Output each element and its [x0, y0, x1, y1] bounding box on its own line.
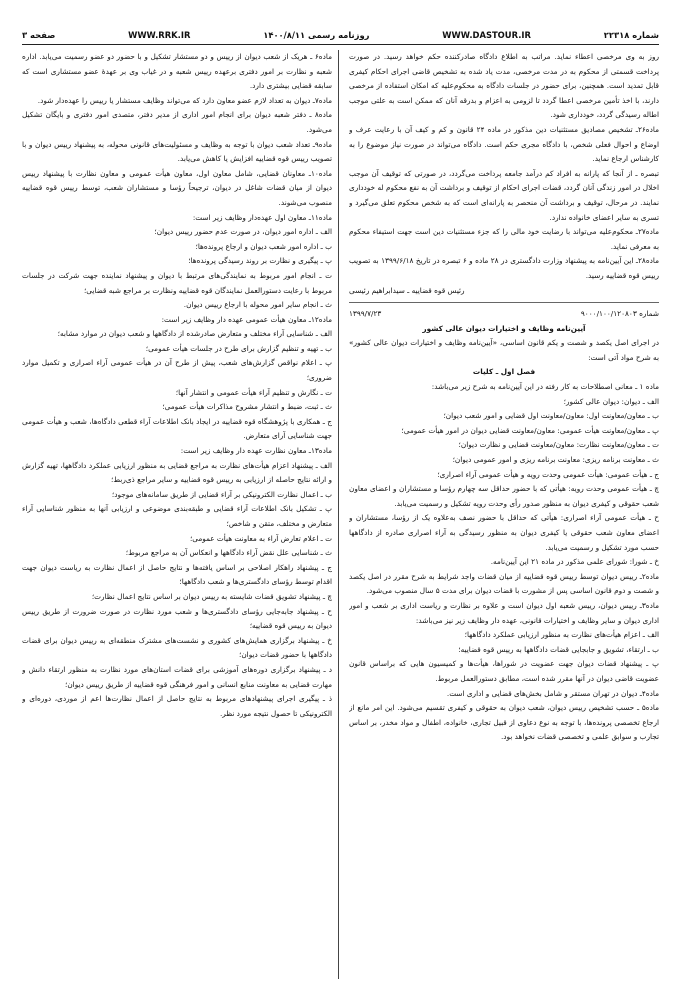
article-28: ماده۲۸ـ این آیین‌نامه به پیشنهاد وزارت دادگستری در ۲۸ ماده و ۶ تبصره در تاریخ ۱۳۹۹/۶/۱۸ به تصویب رییس قوه قضاییه رسید. — [349, 256, 659, 280]
regulation-title: آیین‌نامه وظایف و اختیارات دیوان عالی کشور — [422, 323, 586, 333]
reference-line — [349, 307, 659, 322]
clause: پ ـ معاون/معاونت هیأت عمومی: معاون/معاونت قضایی دیوان در امور هیأت عمومی؛ — [401, 425, 659, 435]
clause: ح ـ هیأت عمومی آراء اصراری: هیأتی که حداقل با حضور نصف به‌علاوه یک از رؤسا، مستشاران و اعضای معاون شعب حقوقی یا کیفری دیوان به منظور رسیدگی به آراء اصراری صادره از دادگاهها حسب مورد تشکیل و رسمیت می‌یابد. — [349, 513, 659, 552]
article-4: ماده۴ـ دیوان در تهران مستقر و شامل بخش‌های قضایی و اداری است. — [446, 688, 659, 698]
chapter-title: فصل اول ـ کلیات — [472, 367, 536, 377]
clause: ج ـ هیأت عمومی: هیأت عمومی وحدت رویه و هیأت عمومی آراء اصراری؛ — [437, 469, 659, 479]
reference-number: شماره ۹۰۰۰/۱۰۰/۱۲۰۸۰۳ — [580, 309, 659, 319]
article-27: ماده۲۷ـ محکوم‌علیه می‌تواند با رضایت خود مالی را که جزء مستثنیات دین است جهت استیفاء محکوم به معرفی نماید. — [349, 227, 659, 251]
clause: ج ـ پیشنهاد راهکار اصلاحی بر اساس یافته‌ها و نتایج حاصل از اعمال نظارت به ریاست دیوان جهت اقدام توسط رؤسای دادگستری‌ها و شعب دادگاهها؛ — [22, 562, 332, 587]
article-2: ماده۲ـ رییس دیوان توسط رییس قوه قضاییه از میان قضات واجد شرایط به شرح مقرر در اصل یکصد و شصت و دوم قانون اساسی پس از مشورت با قضات دیوان برای مدت ۵ سال منصوب می‌شود. — [349, 571, 659, 596]
clause: ب ـ معاون/معاونت اول: معاون/معاونت اول قضایی و امور شعب دیوان؛ — [443, 411, 659, 421]
clause: ذ ـ پیگیری اجرای پیشنهادهای مربوط به نتایج حاصل از اعمال نظارت‌ها اعم از موردی، دوره‌ای و الکترونیکی تا حصول نتیجه مورد نظر. — [22, 694, 332, 718]
clause: ث ـ انجام سایر امور محوله با ارجاع رییس دیوان. — [183, 300, 332, 310]
article-13: ماده۱۳ـ معاون نظارت عهده دار وظایف زیر است: — [180, 446, 332, 456]
article-7: ماده۷ـ دیوان به تعداد لازم عضو معاون دارد که می‌تواند وظایف مستشار یا رییس را عهده‌دار شود. — [37, 95, 332, 105]
website-dastour[interactable]: WWW.DASTOUR.IR — [442, 30, 531, 40]
clause: چ ـ هیأت عمومی وحدت رویه: هیأتی که با حضور حداقل سه چهارم رؤسا و مستشاران و اعضای معاون شعب حقوقی و کیفری دیوان به منظور صدور رأی وحدت رویه تشکیل و رسمیت می‌یابد. — [349, 484, 659, 508]
clause: الف ـ شناسایی آراء مختلف و متعارض صادرشده از دادگاهها و شعب دیوان در موارد مشابه؛ — [57, 329, 332, 339]
note: تبصره ـ از آنجا که پارانه به افراد کم درآمد جامعه پرداخت می‌گردد، در صورتی که توقیف آن موجب اخلال در امور زندگی آنان گردد، قضات اجرای احکام از توقیف و برداشت آن به نفع محکوم له خودداری نمایند. در مرحال، توقیف و برداشت آن منحصر به پارانه‌ای است که به شخص محکوم تعلق می‌گیرد و تسری به سایر اعضای خانواده ندارد. — [349, 168, 659, 222]
clause: ب ـ اعمال نظارت الکترونیکی بر آراء قضایی از طریق سامانه‌های موجود؛ — [111, 489, 332, 499]
clause: پ ـ پیشنهاد قضات دیوان جهت عضویت در شوراها، هیأت‌ها و کمیسیون هایی که براساس قانون عضویت قاضی دیوان در آنها مقرر شده است، مطابق دستورالعمل مربوط. — [349, 659, 659, 683]
columns — [22, 50, 659, 979]
article-10: ماده۱۰ـ معاونان قضایی، شامل معاون اول، معاون هیأت عمومی و معاون نظارت با پیشنهاد رییس دیوان از میان قضات شاغل در دیوان، ترجیحاً رؤسا و مستشاران شعب، توسط رییس قوه قضاییه منصوب می‌شوند. — [22, 168, 332, 207]
signature: رئیس قوه قضاییه ـ سیدابراهیم رئیسی — [349, 285, 465, 295]
clause: پ ـ تشکیل بانک اطلاعات آراء قضایی و طبقه‌بندی موضوعی و ارزیابی آنها به منظور شناسایی آراء متعارض و مختلف، متقن و شاخص؛ — [22, 504, 332, 528]
newspaper-date: روزنامه رسمی ۱۴۰۰/۸/۱۱ — [263, 30, 370, 40]
article-8: ماده۸ ـ دفتر شعبه دیوان برای انجام امور اداری از مدیر دفتر، متصدی امور دفتری و بایگان تشکیل می‌شود. — [22, 110, 332, 134]
article-6: ماده۶ ـ هریک از شعب دیوان از رییس و دو مستشار تشکیل و با حضور دو عضو رسمیت می‌یابد. اداره شعبه و نظارت بر امور دفتری برعهده رییس شعبه و در غیاب وی بر عهدهٔ عضو مستشاری است که سابقه قضایی بیشتری دارد. — [22, 52, 332, 91]
clause: الف ـ اعزام هیأت‌های نظارت به منظور ارزیابی عملکرد دادگاهها؛ — [464, 630, 659, 640]
clause: ت ـ نگارش و تنظیم آراء هیأت عمومی و انتشار آنها؛ — [175, 387, 332, 397]
reference-date: ۱۳۹۹/۷/۲۳ — [349, 309, 382, 319]
article-3: ماده۳ـ رییس دیوان، رییس شعبه اول دیوان است و علاوه بر نظارت و ریاست اداری بر شعب و امور اداری دیوان و سایر وظایف و اختیارات قانونی، عهده دار وظایف زیر نیز می‌باشد: — [349, 600, 659, 625]
clause: ت ـ معاون/معاونت نظارت: معاون/معاونت قضایی و نظارت دیوان؛ — [458, 440, 659, 450]
clause: ت ـ اعلام تعارض آراء به معاونت هیأت عمومی؛ — [189, 533, 332, 543]
issue-number: شماره ۲۲۳۱۸ — [603, 30, 659, 40]
article-5: ماده۵ ـ حسب تشخیص رییس دیوان، شعب دیوان به حقوقی و کیفری تقسیم می‌شود. این امر مانع از ارجاع تخصصی پرونده‌ها، با توجه به نوع دعاوی از قبیل تجاری، خانواده، اطفال و مواد مخدر، بر اساس تجارب و سوابق علمی و تخصصی قضات نخواهد بود. — [349, 703, 659, 742]
clause: الف ـ دیوان: دیوان عالی کشور؛ — [563, 396, 659, 406]
page-header — [22, 26, 659, 45]
article-1: ماده ۱ ـ معانی اصطلاحات به کار رفته در این آیین‌نامه به شرح زیر می‌باشد: — [431, 382, 659, 392]
paragraph: روز به وی مرخصی اعطاء نماید. مراتب به اطلاع دادگاه صادرکننده حکم خواهد رسید. در صورت پرداخت قسمتی از محکوم به در مدت مرخصی، مدت یاد شده به تشخیص قاضی اجرای احکام کیفری قابل تمدید است. همچنین، برای حضور در جلسات دادگاه به محکوم‌علیه که امکان استفاده از مرخصی دارند، با اخذ تأمین مرخصی اعطا گردد تا لزومی به اعزام و بدرقه آنان که ممکن است به علتی موجب اطاله رسیدگی گردد، خودداری شود. — [349, 52, 659, 120]
clause: ب ـ تهیه و تنظیم گزارش برای طرح در جلسات هیأت عمومی؛ — [145, 343, 332, 353]
left-column — [22, 50, 339, 979]
page-number: صفحه ۳ — [22, 30, 56, 40]
clause: ب ـ اداره امور شعب دیوان و ارجاع پرونده‌ها؛ — [195, 241, 332, 251]
clause: پ ـ پیگیری و نظارت بر روند رسیدگی پرونده‌ها؛ — [188, 256, 332, 266]
article-9: ماده۹ـ تعداد شعب دیوان با توجه به وظایف و مسئولیت‌های قانونی محوله، به پیشنهاد رییس دیوان و با تصویب رییس قوه قضاییه افزایش یا کاهش می‌یابد. — [22, 139, 332, 164]
clause: ث ـ معاونت برنامه ریزی: معاونت برنامه ریزی و امور عمومی دیوان؛ — [452, 455, 659, 465]
clause: خ ـ شورا: شورای علمی مذکور در ماده ۲۱ این آیین‌نامه. — [490, 557, 659, 567]
clause: ث ـ ثبت، ضبط و انتشار مشروح مذاکرات هیأت عمومی؛ — [162, 402, 332, 412]
article-11: ماده۱۱ـ معاون اول عهده‌دار وظایف زیر است: — [192, 212, 332, 222]
intro: در اجرای اصل یکصد و شصت و یکم قانون اساسی، «آیین‌نامه وظایف و اختیارات دیوان عالی کشور» به شرح مواد آتی است: — [349, 338, 659, 362]
clause: ت ـ انجام امور مربوط به نمایندگی‌های مرتبط با دیوان و پیشنهاد نماینده جهت شرکت در جلسات مربوط با رعایت دستورالعمل نمایندگان قوه قضاییه ونظارت بر مراجع شبه قضایی؛ — [22, 270, 332, 295]
clause: پ ـ اعلام نواقص گزارش‌های شعب، پیش از طرح آن در هیأت عمومی آراء اصراری و تکمیل موارد ضروری؛ — [22, 358, 332, 383]
clause: چ ـ پیشنهاد تشویق قضات شایسته به رییس دیوان بر اساس نتایج اعمال نظارت؛ — [91, 591, 332, 601]
clause: ج ـ همکاری با پژوهشگاه قوه قضاییه در ایجاد بانک اطلاعات آراء قطعی دادگاه‌ها، شعب و هیأت عمومی جهت شناسایی آرای متعارض. — [22, 416, 332, 441]
clause: ث ـ شناسایی علل نقض آراء دادگاهها و انعکاس آن به مراجع مربوط؛ — [125, 548, 332, 558]
article-12: ماده۱۲ـ معاون هیأت عمومی عهده دار وظایف زیر است: — [161, 314, 332, 324]
clause: الف ـ اداره امور دیوان، در صورت عدم حضور رییس دیوان؛ — [154, 227, 332, 237]
clause: ح ـ پیشنهاد جابه‌جایی رؤسای دادگستری‌ها و شعب مورد نظارت در صورت ضرورت از طریق رییس دیوان به رییس قوه قضاییه؛ — [22, 606, 332, 631]
clause: الف ـ پیشنهاد اعزام هیأت‌های نظارت به مراجع قضایی به منظور ارزیابی عملکرد دادگاهها، تهیه گزارش و ارائه نتایج حاصله از ارزیابی به رییس قوه قضاییه و سایر مراجع ذی‌ربط؛ — [22, 460, 332, 485]
divider — [349, 302, 659, 303]
website-rrk[interactable]: WWW.RRK.IR — [128, 30, 191, 40]
clause: خ ـ پیشنهاد برگزاری همایش‌های کشوری و نشست‌های مشترک منطقه‌ای به رییس دیوان برای قضات دادگاهها با حضور قضات دیوان؛ — [22, 635, 332, 660]
clause: ب ـ ارتقاء، تشویق و جابجایی قضات دادگاهها به رییس قوه قضاییه؛ — [458, 644, 659, 654]
clause: د ـ پیشنهاد برگزاری دوره‌های آموزشی برای قضات استان‌های مورد نظارت به منظور ارتقاء دانش و مهارت قضایی به معاونت منابع انسانی و امور فرهنگی قوه قضاییه از طریق رییس دیوان؛ — [22, 664, 332, 689]
right-column — [349, 50, 659, 979]
article-26: ماده۲۶ـ تشخیص مصادیق مستثنیات دین مذکور در ماده ۲۴ قانون و کم و کیف آن با رعایت عرف و اوضاع و احوال فعلی شخص، با دادگاه مجری حکم است. دادگاه می‌تواند در صورت نیاز موضوع را به کارشناس ارجاع نماید. — [349, 124, 659, 164]
